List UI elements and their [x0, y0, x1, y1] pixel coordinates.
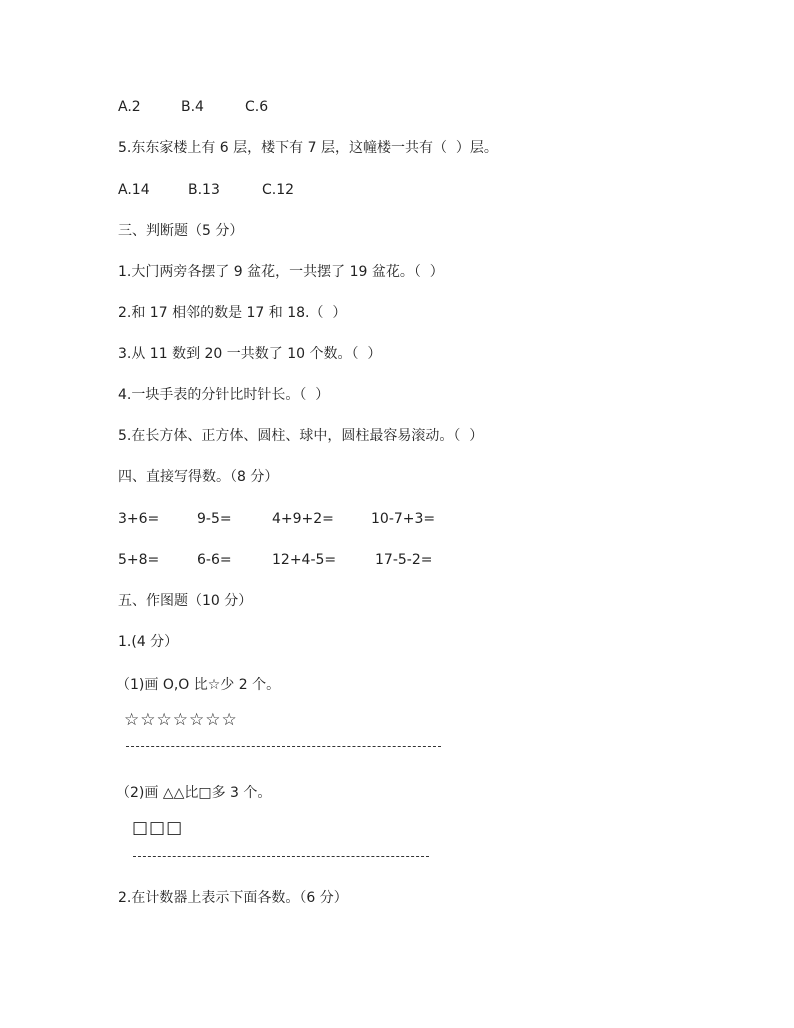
section3-title: 三、判断题（5 分）	[118, 223, 244, 239]
calc-cell: 5+8=	[118, 552, 160, 568]
section3-item-2: 2.和 17 相邻的数是 17 和 18.（ ）	[118, 305, 347, 321]
section5-q1-part1-text: （1)画 O,O 比☆少 2 个。	[116, 677, 281, 693]
calc-cell: 4+9+2=	[272, 511, 334, 527]
section4-title: 四、直接写得数。（8 分）	[118, 469, 279, 485]
q5-option-a: A.14	[118, 182, 150, 198]
section5-q2: 2.在计数器上表示下面各数。（6 分）	[118, 890, 348, 906]
calc-cell: 12+4-5=	[272, 552, 337, 568]
section5-title: 五、作图题（10 分）	[118, 593, 253, 609]
calc-cell: 6-6=	[197, 552, 232, 568]
q5-option-b: B.13	[188, 182, 220, 198]
q5-text: 5.东东家楼上有 6 层，楼下有 7 层，这幢楼一共有（ ）层。	[118, 140, 498, 156]
dashed-answer-line	[133, 856, 429, 857]
calc-cell: 10-7+3=	[371, 511, 436, 527]
calc-cell: 3+6=	[118, 511, 160, 527]
section5-q1-label: 1.(4 分）	[118, 634, 179, 650]
q4-option-b: B.4	[181, 99, 204, 115]
section5-q1-part2-text: （2)画 △△比□多 3 个。	[116, 785, 272, 801]
section3-item-1: 1.大门两旁各摆了 9 盆花，一共摆了 19 盆花。（ ）	[118, 264, 444, 280]
dashed-answer-line	[126, 746, 441, 747]
q4-option-c: C.6	[245, 99, 269, 115]
calc-cell: 9-5=	[197, 511, 232, 527]
q5-option-c: C.12	[262, 182, 295, 198]
calc-cell: 17-5-2=	[375, 552, 433, 568]
section3-item-3: 3.从 11 数到 20 一共数了 10 个数。（ ）	[118, 346, 382, 362]
q4-option-a: A.2	[118, 99, 141, 115]
square-row: □□□	[132, 818, 184, 838]
star-row: ☆☆☆☆☆☆☆	[124, 710, 238, 730]
section3-item-5: 5.在长方体、正方体、圆柱、球中，圆柱最容易滚动。（ ）	[118, 428, 484, 444]
section3-item-4: 4.一块手表的分针比时针长。（ ）	[118, 387, 330, 403]
